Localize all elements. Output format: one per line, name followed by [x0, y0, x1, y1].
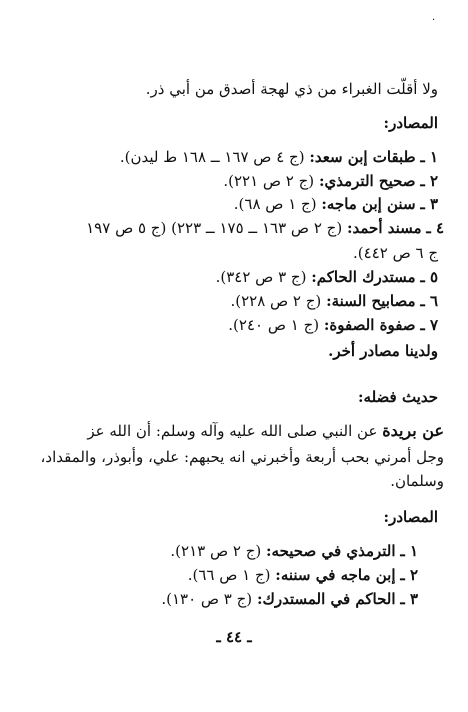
item-number: ٤ ـ	[426, 219, 444, 237]
item-number: ١ ـ	[400, 542, 418, 560]
source-title: مصابيح السنة:	[326, 292, 416, 310]
source-item	[20, 146, 438, 168]
intro-text: ولا أقلّت الغبراء من ذي لهجة أصدق من أبي ذر.	[145, 80, 438, 98]
source-reference: (ج ١ ص ٢٤٠).	[228, 316, 320, 334]
source-title: صفوة الصفوة:	[323, 316, 416, 334]
source-reference: (ج ١ ص ٦٨).	[233, 195, 317, 213]
item-number: ٦ ـ	[420, 292, 438, 310]
sources-heading: المصادر:	[383, 114, 438, 132]
item-number: ٥ ـ	[420, 268, 438, 286]
source-title: سنن إبن ماجه:	[321, 195, 416, 213]
hadith-narrator: عن بريدة	[382, 421, 444, 440]
source-reference: (ج ٢ ص ٢٢١).	[223, 172, 315, 190]
source-item-continuation	[20, 242, 438, 264]
sources-heading: المصادر:	[383, 508, 438, 526]
source-title: الترمذي في صحيحه:	[266, 542, 396, 560]
item-number: ٣ ـ	[400, 590, 418, 608]
hadith-line: وجل أمرني بحب أربعة وأخبرني انه يحبهم: علي، وأبوذر، والمقداد،	[40, 448, 444, 466]
hadith-line: وسلمان.	[390, 472, 444, 490]
hadith-heading: حديث فضله:	[358, 388, 438, 406]
source-item	[20, 193, 438, 215]
source-reference: (ج ٢ ص ٢١٣).	[170, 542, 262, 560]
source-reference: (ج ٤ ص ١٦٧ ــ ١٦٨ ط ليدن).	[119, 148, 305, 166]
item-number: ١ ـ	[420, 148, 438, 166]
item-number: ٣ ـ	[420, 195, 438, 213]
closing-note: ولدينا مصادر أخر.	[328, 342, 438, 360]
source-title: إبن ماجه في سننه:	[275, 566, 396, 584]
source-title: صحيح الترمذي:	[318, 172, 416, 190]
source-reference: (ج ٣ ص ١٣٠).	[161, 590, 253, 608]
item-number: ٢ ـ	[420, 172, 438, 190]
source-item	[20, 290, 438, 312]
source-item	[20, 170, 438, 192]
source-reference: ج ٦ ص ٤٤٢).	[353, 244, 438, 262]
scan-speck: ·	[432, 15, 436, 26]
source-title: مسند أحمد:	[346, 219, 422, 237]
source-reference: (ج ٢ ص ١٦٣ ــ ١٧٥ ــ ٢٢٣) (ج ٥ ص ١٩٧	[86, 219, 343, 237]
page-number: ـ ٤٤ ـ	[216, 628, 252, 646]
source-reference: (ج ١ ص ٦٦).	[187, 566, 271, 584]
source-item	[14, 217, 444, 239]
source-item	[20, 540, 418, 562]
source-item	[20, 266, 438, 288]
source-reference: (ج ٢ ص ٢٢٨).	[230, 292, 322, 310]
hadith-line	[20, 420, 444, 442]
source-item	[20, 588, 418, 610]
hadith-text: عن النبي صلى الله عليه وآله وسلم: أن الله عز	[87, 422, 378, 440]
source-title: مستدرك الحاكم:	[311, 268, 416, 286]
source-title: طبقات إبن سعد:	[309, 148, 416, 166]
item-number: ٢ ـ	[400, 566, 418, 584]
source-title: الحاكم في المستدرك:	[256, 590, 396, 608]
source-reference: (ج ٣ ص ٣٤٢).	[215, 268, 307, 286]
source-item	[20, 314, 438, 336]
source-item	[20, 564, 418, 586]
item-number: ٧ ـ	[420, 316, 438, 334]
